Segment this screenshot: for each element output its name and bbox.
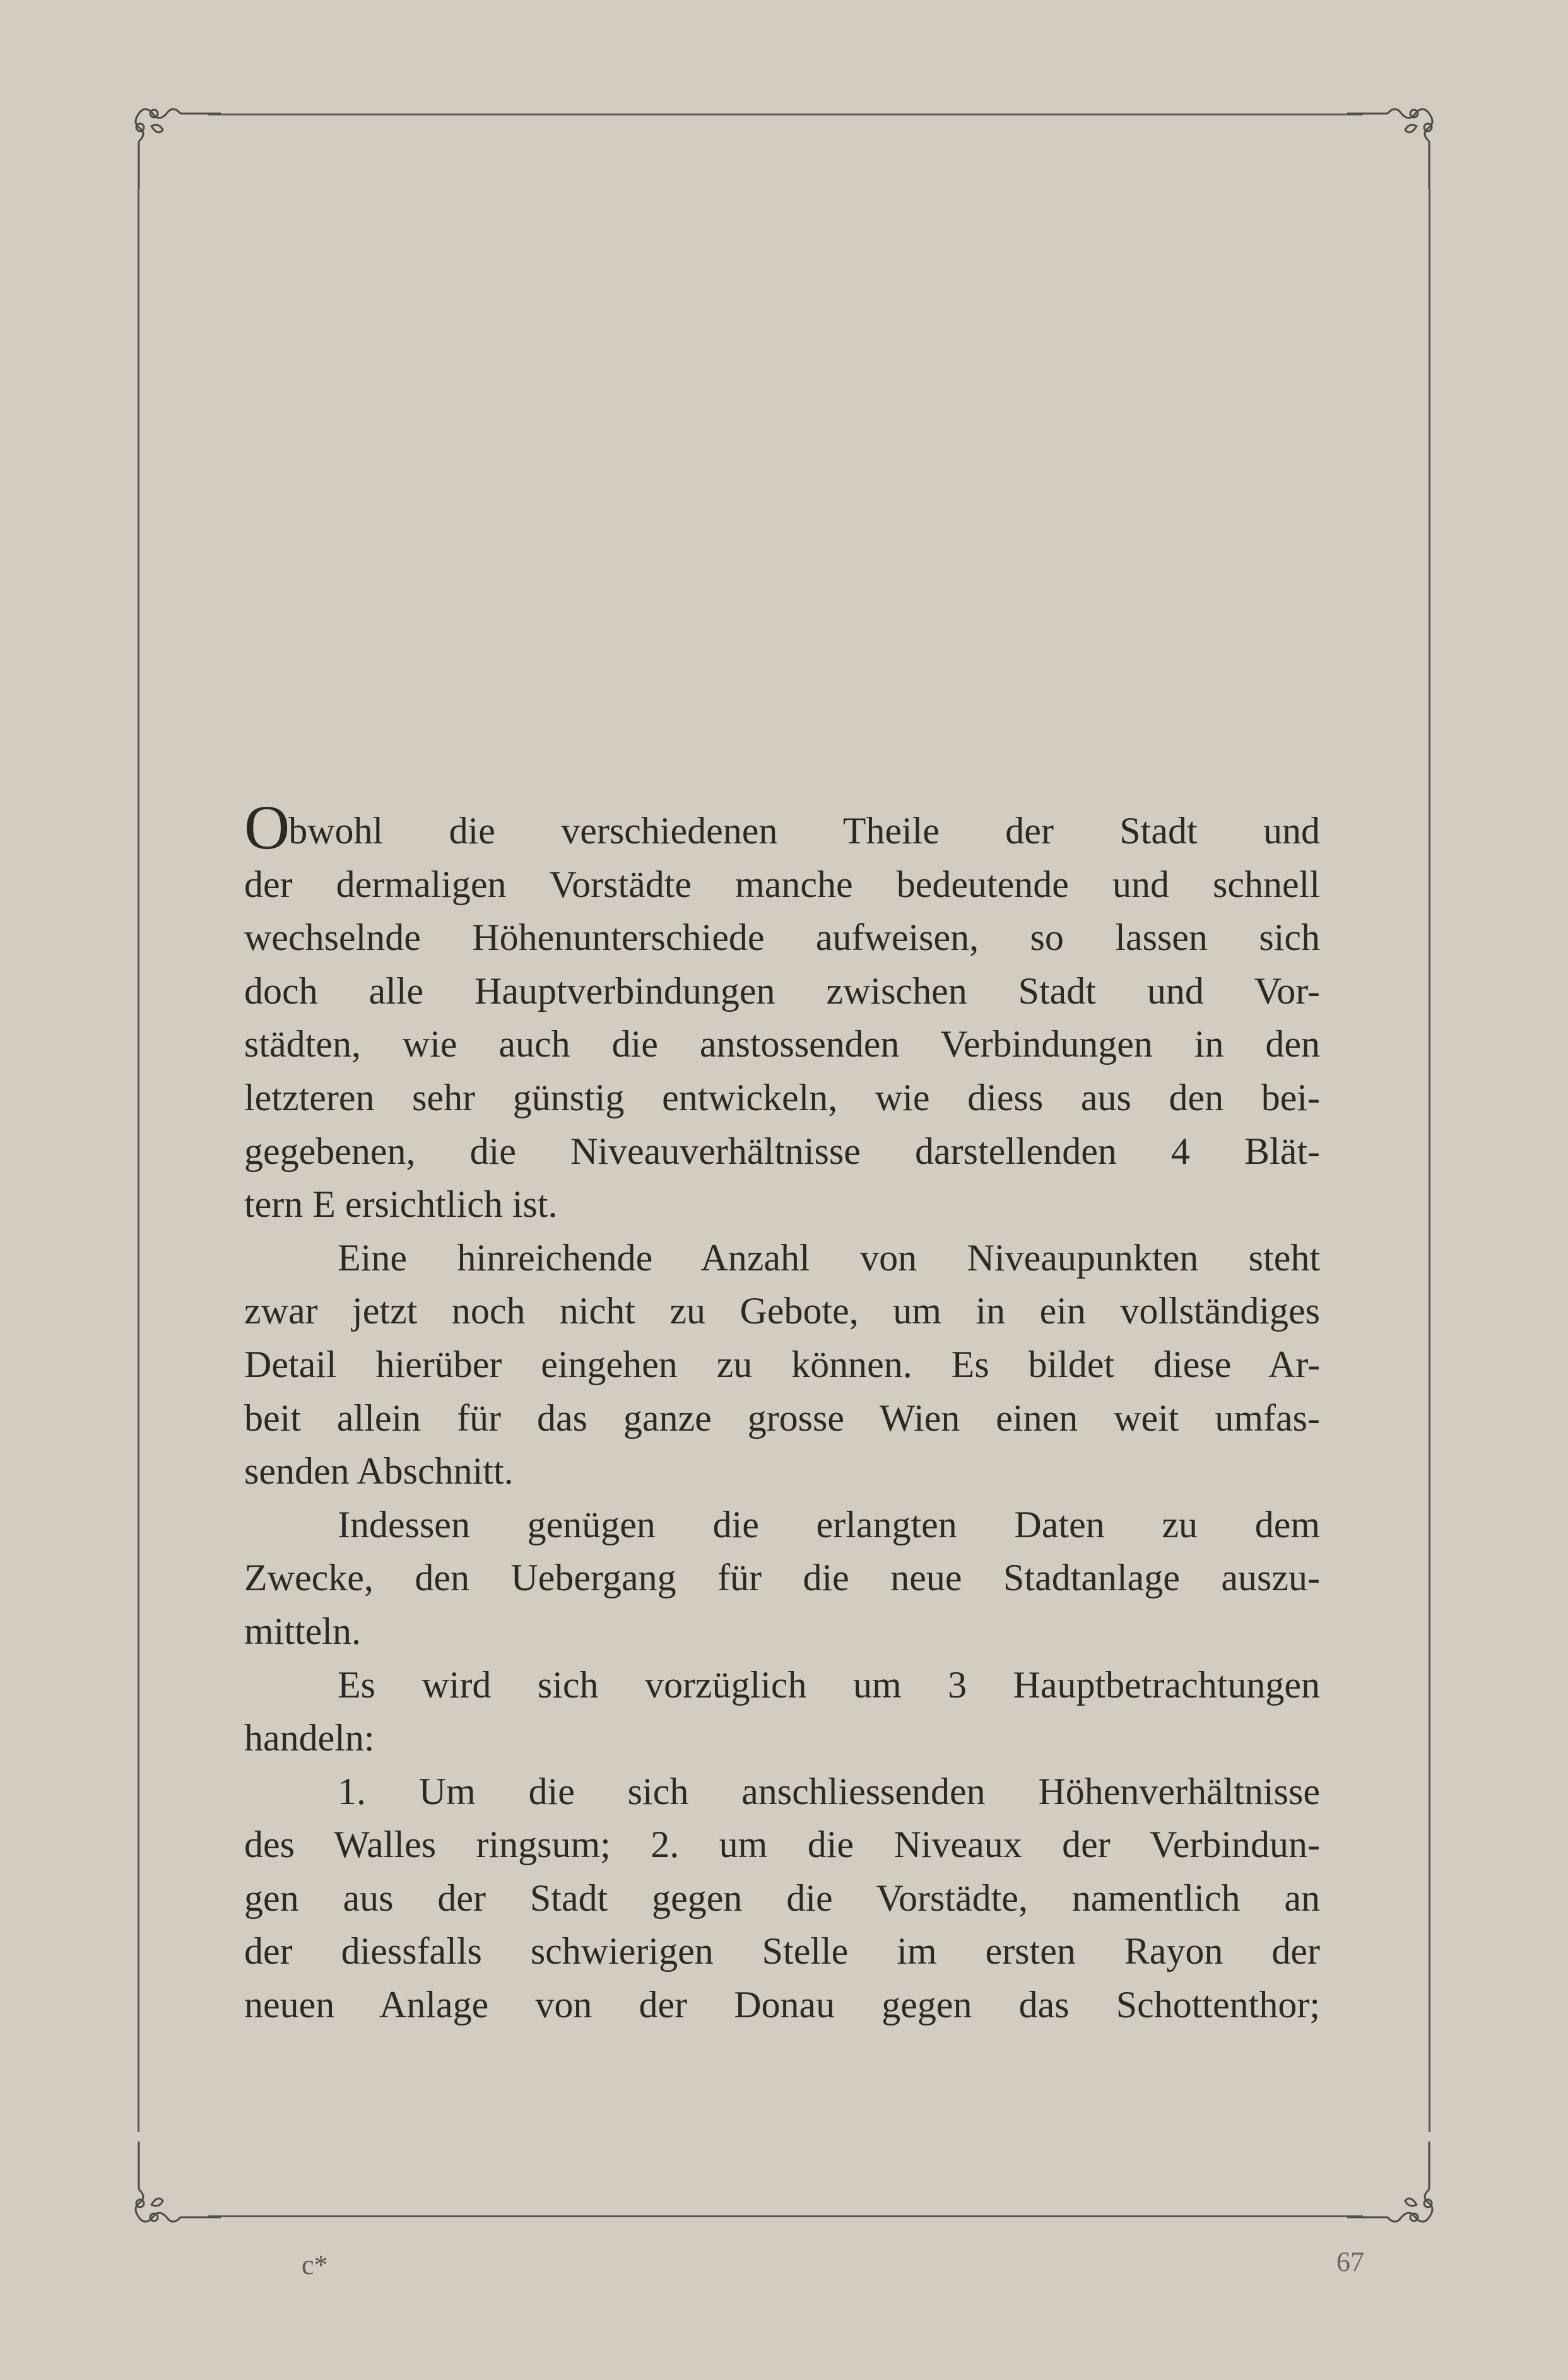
text-line: wechselnde Höhenunterschiede aufweisen, so lassen sich — [244, 917, 1320, 959]
text-line: Eine hinreichende Anzahl von Niveaupunkten steht — [338, 1236, 1320, 1279]
signature-mark: c* — [302, 2249, 328, 2280]
text-line: handeln: — [244, 1717, 375, 1759]
text-line: tern E ersichtlich ist. — [244, 1183, 558, 1226]
text-line: zwar jetzt noch nicht zu Gebote, um in ein vollständiges — [244, 1290, 1320, 1332]
corner-ornament-icon — [1347, 95, 1442, 189]
frame-right-line — [1429, 189, 1430, 2132]
text-line: Detail hierüber eingehen zu können. Es bildet diese Ar- — [244, 1343, 1320, 1385]
text-line: letzteren sehr günstig entwickeln, wie diess aus den bei- — [244, 1076, 1320, 1118]
page-number: 67 — [1336, 2246, 1364, 2277]
corner-ornament-icon — [1347, 2142, 1442, 2236]
text-line: der dermaligen Vorstädte manche bedeutende und schnell — [244, 863, 1320, 905]
text-line: Indessen genügen die erlangten Daten zu dem — [338, 1503, 1320, 1545]
corner-ornament-icon — [126, 95, 221, 189]
text-line: mitteln. — [244, 1610, 361, 1652]
text-line: Zwecke, den Uebergang für die neue Stadtanlage auszu- — [244, 1557, 1320, 1599]
text-line: doch alle Hauptverbindungen zwischen Stadt und Vor- — [244, 970, 1320, 1012]
text-line: senden Abschnitt. — [244, 1450, 514, 1492]
corner-ornament-icon — [126, 2142, 221, 2236]
text-line: städten, wie auch die anstossenden Verbindungen in den — [244, 1023, 1320, 1065]
frame-top-line — [208, 114, 1363, 115]
text-line: neuen Anlage von der Donau gegen das Schottenthor; — [244, 1984, 1320, 2026]
frame-bottom-line — [208, 2215, 1363, 2217]
text-line: gegebenen, die Niveauverhältnisse darstellenden 4 Blät- — [244, 1130, 1320, 1172]
text-line: des Walles ringsum; 2. um die Niveaux der Verbindun- — [244, 1824, 1320, 1866]
text-line: Es wird sich vorzüglich um 3 Hauptbetrachtungen — [338, 1663, 1320, 1706]
frame-left-line — [138, 189, 139, 2132]
text-line: beit allein für das ganze grosse Wien einen weit umfas- — [244, 1397, 1320, 1439]
drop-cap: O — [244, 792, 289, 862]
text-line: gen aus der Stadt gegen die Vorstädte, namentlich an — [244, 1877, 1320, 1919]
text-line: Obwohl die verschiedenen Theile der Stadt und — [244, 792, 1320, 862]
text-line: der diessfalls schwierigen Stelle im ersten Rayon der — [244, 1930, 1320, 1973]
body-text — [244, 792, 1320, 2032]
text-line: 1. Um die sich anschliessenden Höhenverhältnisse — [338, 1770, 1320, 1812]
